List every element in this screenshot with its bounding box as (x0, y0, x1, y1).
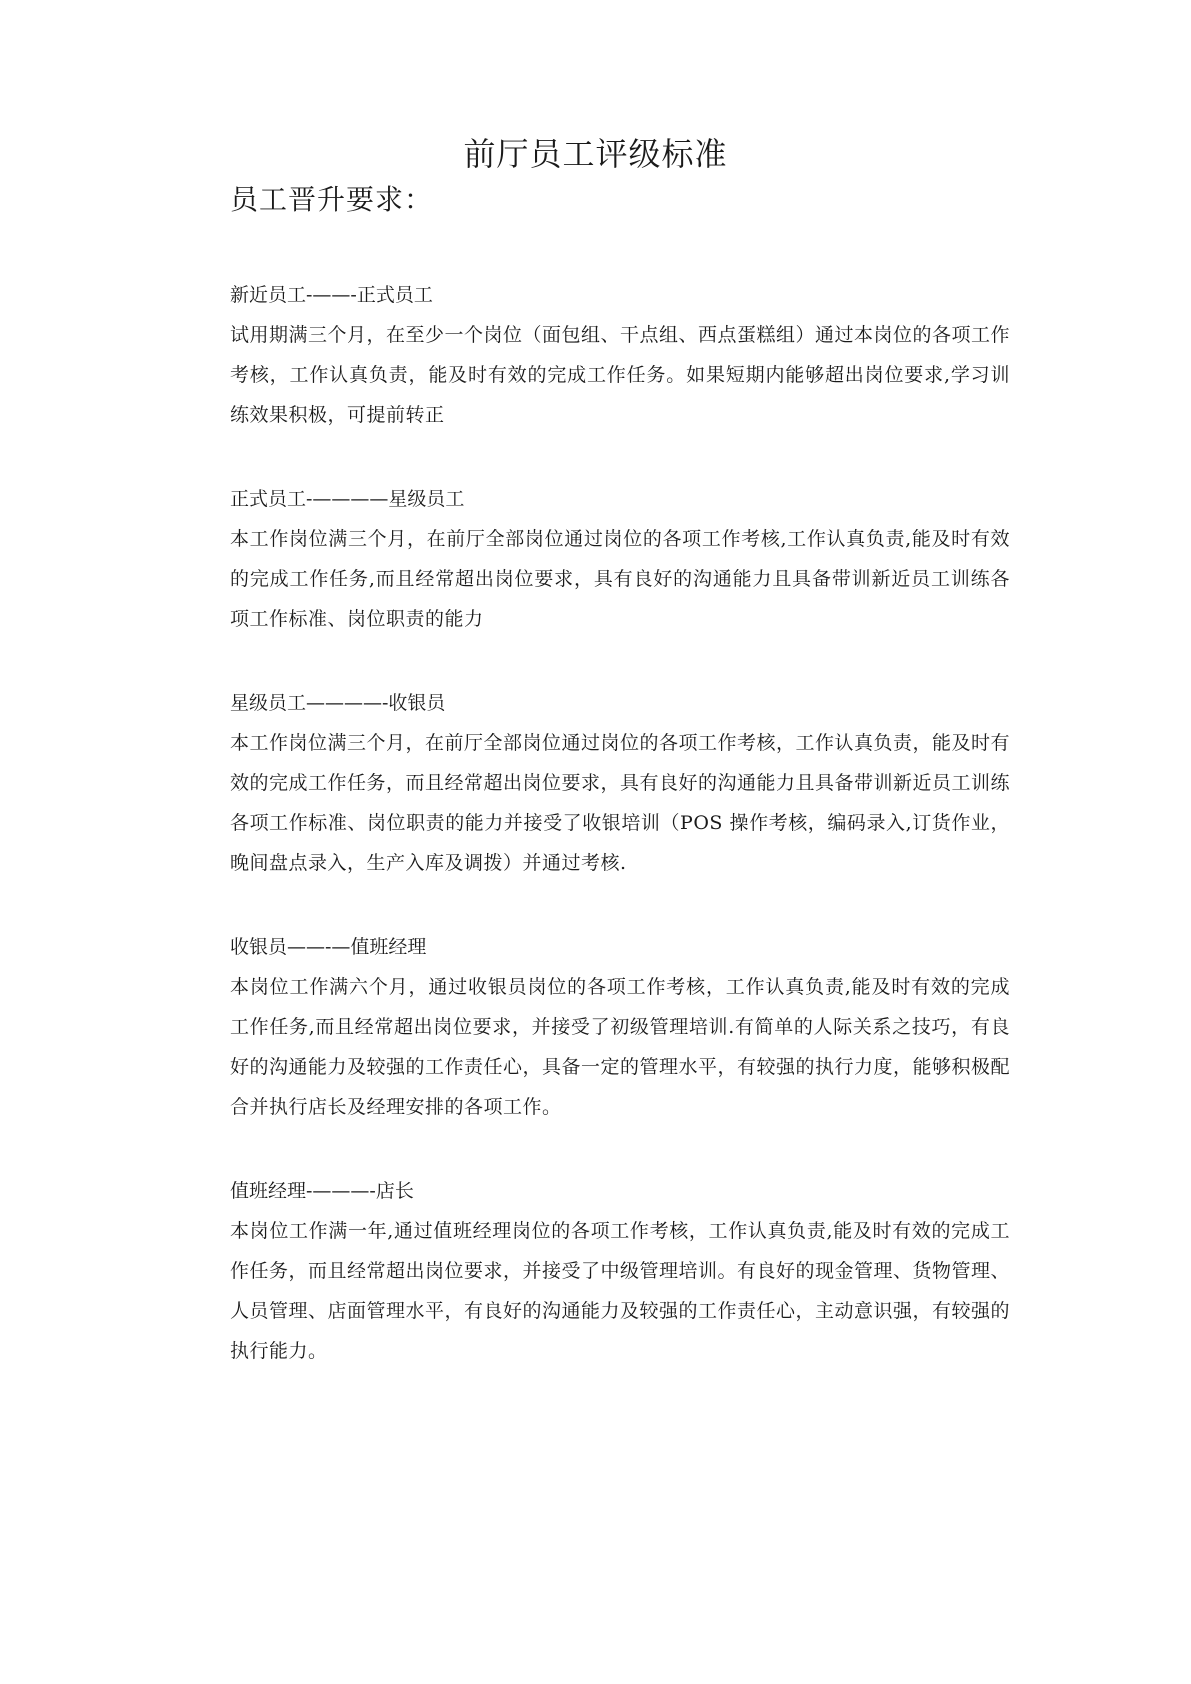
block-body: 本岗位工作满一年,通过值班经理岗位的各项工作考核，工作认真负责,能及时有效的完成工作任务，而且经常超出岗位要求，并接受了中级管理培训。有良好的现金管理、货物管理、人员管理、店面管理水平，有良好的沟通能力及较强的工作责任心，主动意识强，有较强的执行能力。 (230, 1220, 1011, 1362)
promotion-block-star-to-cashier (230, 683, 1010, 883)
section-heading: 员工晋升要求： (230, 183, 434, 216)
block-body: 试用期满三个月，在至少一个岗位（面包组、干点组、西点蛋糕组）通过本岗位的各项工作考核，工作认真负责，能及时有效的完成工作任务。如果短期内能够超出岗位要求,学习训练效果积极，可提前转正 (230, 324, 1011, 426)
block-heading: 收银员——-—值班经理 (230, 936, 427, 958)
promotion-block-shift-manager-to-store-manager (230, 1171, 1010, 1371)
block-body: 本工作岗位满三个月，在前厅全部岗位通过岗位的各项工作考核，工作认真负责，能及时有效的完成工作任务，而且经常超出岗位要求，具有良好的沟通能力且具备带训新近员工训练各项工作标准、岗位职责的能力并接受了收银培训（POS 操作考核，编码录入,订货作业，晚间盘点录入，生产入库及调拨）并通过考核. (230, 732, 1011, 874)
document-title: 前厅员工评级标准 (463, 135, 728, 173)
promotion-block-regular-to-star (230, 479, 1010, 639)
block-heading: 正式员工-————星级员工 (230, 488, 465, 510)
promotion-block-cashier-to-shift-manager (230, 927, 1010, 1127)
promotion-block-new-to-regular (230, 275, 1010, 435)
block-heading: 新近员工-——-正式员工 (230, 284, 433, 306)
block-heading: 值班经理-———-店长 (230, 1180, 414, 1202)
block-body: 本工作岗位满三个月，在前厅全部岗位通过岗位的各项工作考核,工作认真负责,能及时有效的完成工作任务,而且经常超出岗位要求，具有良好的沟通能力且具备带训新近员工训练各项工作标准、岗位职责的能力 (230, 528, 1010, 630)
block-heading: 星级员工————-收银员 (230, 692, 446, 714)
block-body: 本岗位工作满六个月，通过收银员岗位的各项工作考核，工作认真负责,能及时有效的完成工作任务,而且经常超出岗位要求，并接受了初级管理培训.有简单的人际关系之技巧，有良好的沟通能力及较强的工作责任心，具备一定的管理水平，有较强的执行力度，能够积极配合并执行店长及经理安排的各项工作。 (230, 976, 1011, 1118)
promotion-requirements (230, 275, 1010, 1415)
